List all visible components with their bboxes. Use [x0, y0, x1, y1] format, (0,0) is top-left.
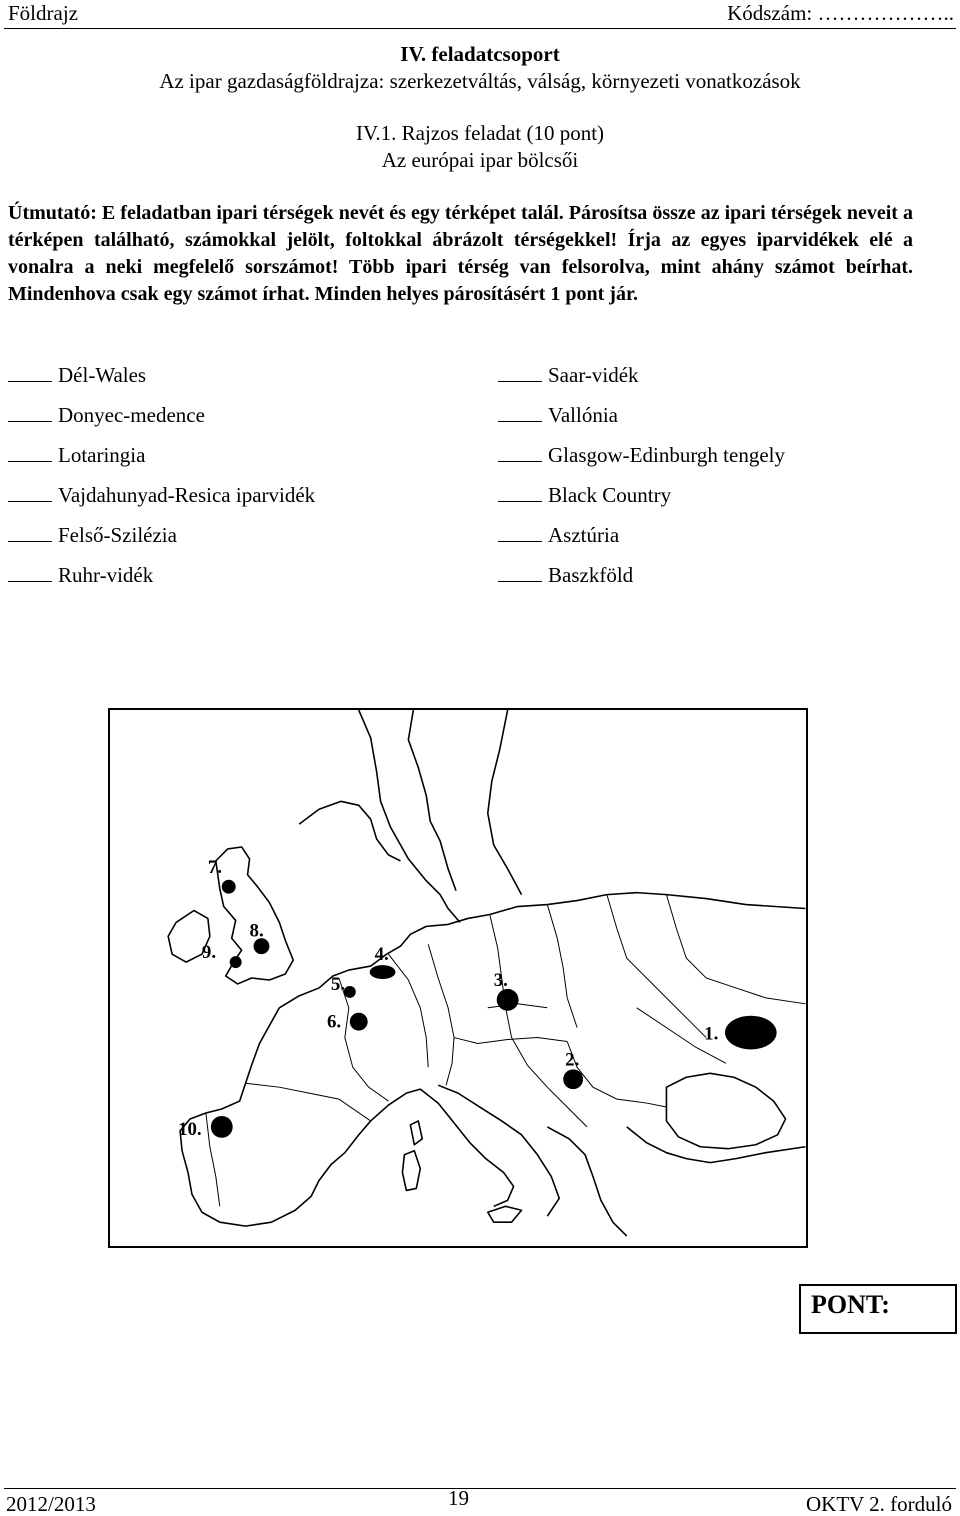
answer-blank[interactable]: [8, 403, 52, 422]
region-label: Baszkföld: [548, 563, 634, 587]
marker-label-1: 1.: [704, 1023, 719, 1045]
region-item[interactable]: [498, 522, 619, 548]
answer-blank[interactable]: [8, 563, 52, 582]
instructions: Útmutató: E feladatban ipari térségek nevét és egy térképet talál. Párosítsa össze az ipari térségek neveit a térképen található, számokkal jelölt, foltokkal ábrázolt térségekkel! Írja az egyes iparvidékek elé a vonalra a neki megfelelő sorszámot! Több ipari térség van felsorolva, mint ahány számot beírhat. Mindenhova csak egy számot írhat. Minden helyes párosításért 1 pont jár.: [8, 202, 913, 305]
region-label: Vallónia: [548, 403, 618, 427]
answer-blank[interactable]: [8, 523, 52, 542]
answer-blank[interactable]: [8, 443, 52, 462]
answer-blank[interactable]: [498, 363, 542, 382]
region-item[interactable]: [8, 402, 205, 428]
region-item[interactable]: [8, 562, 153, 588]
score-label: PONT:: [811, 1290, 890, 1319]
marker-label-2: 2.: [565, 1049, 580, 1071]
region-item[interactable]: [498, 442, 785, 468]
header-rule: [4, 28, 956, 29]
answer-blank[interactable]: [498, 563, 542, 582]
region-label: Saar-vidék: [548, 363, 639, 387]
spot-9: [230, 956, 242, 968]
region-label: Vajdahunyad-Resica iparvidék: [58, 483, 316, 507]
region-item[interactable]: [498, 402, 618, 428]
region-label: Asztúria: [548, 523, 620, 547]
spot-10: [211, 1116, 233, 1138]
spot-labels: [178, 857, 718, 1140]
region-label: Black Country: [548, 483, 672, 507]
answer-blank[interactable]: [498, 403, 542, 422]
answer-blank[interactable]: [498, 443, 542, 462]
region-item[interactable]: [8, 482, 315, 508]
marker-label-8: 8.: [249, 920, 264, 942]
footer-round: OKTV 2. forduló: [805, 1492, 952, 1516]
region-label: Dél-Wales: [58, 363, 147, 387]
borders: [206, 895, 806, 1207]
footer-rule: [4, 1488, 956, 1489]
spot-5: [344, 986, 356, 998]
marker-label-7: 7.: [207, 856, 223, 878]
score-box[interactable]: [799, 1284, 957, 1334]
europe-map: [108, 708, 808, 1248]
europe-outline-map: [110, 710, 806, 1246]
answer-blank[interactable]: [8, 363, 52, 382]
marker-label-10: 10.: [178, 1118, 202, 1140]
region-label: Felső-Szilézia: [58, 523, 177, 547]
industrial-spots: [211, 880, 777, 1138]
region-item[interactable]: [8, 442, 145, 468]
marker-label-6: 6.: [326, 1011, 342, 1033]
marker-label-4: 4.: [374, 944, 389, 966]
answer-blank[interactable]: [498, 483, 542, 502]
section-subtitle: Az ipar gazdaságföldrajza: szerkezetváltás, válság, környezeti vonatkozások: [159, 69, 801, 93]
subject-label: Földrajz: [8, 1, 78, 25]
spot-6: [350, 1013, 368, 1031]
region-item[interactable]: [8, 522, 177, 548]
region-label: Glasgow-Edinburgh tengely: [548, 443, 785, 467]
answer-blank[interactable]: [8, 483, 52, 502]
coastlines: [168, 710, 805, 1236]
section-title: IV. feladatcsoport: [400, 42, 560, 66]
spot-1: [725, 1016, 777, 1050]
region-item[interactable]: [498, 362, 639, 388]
footer-year: 2012/2013: [6, 1492, 96, 1516]
code-label: Kódszám: ………………..: [727, 1, 954, 25]
marker-label-5: 5.: [330, 973, 346, 995]
region-item[interactable]: [8, 362, 146, 388]
page-number: 19: [448, 1486, 469, 1510]
region-label: Donyec-medence: [58, 403, 205, 427]
answer-blank[interactable]: [498, 523, 542, 542]
region-item[interactable]: [498, 482, 671, 508]
marker-label-3: 3.: [493, 969, 508, 991]
region-label: Ruhr-vidék: [58, 563, 154, 587]
region-label: Lotaringia: [58, 443, 146, 467]
spot-4: [370, 965, 396, 979]
marker-label-9: 9.: [201, 942, 217, 964]
spot-2: [563, 1069, 583, 1089]
task-title: IV.1. Rajzos feladat (10 pont): [355, 121, 605, 145]
spot-7: [222, 880, 236, 894]
spot-3: [497, 989, 519, 1011]
task-subtitle: Az európai ipar bölcsői: [381, 148, 579, 172]
region-item[interactable]: [498, 562, 633, 588]
